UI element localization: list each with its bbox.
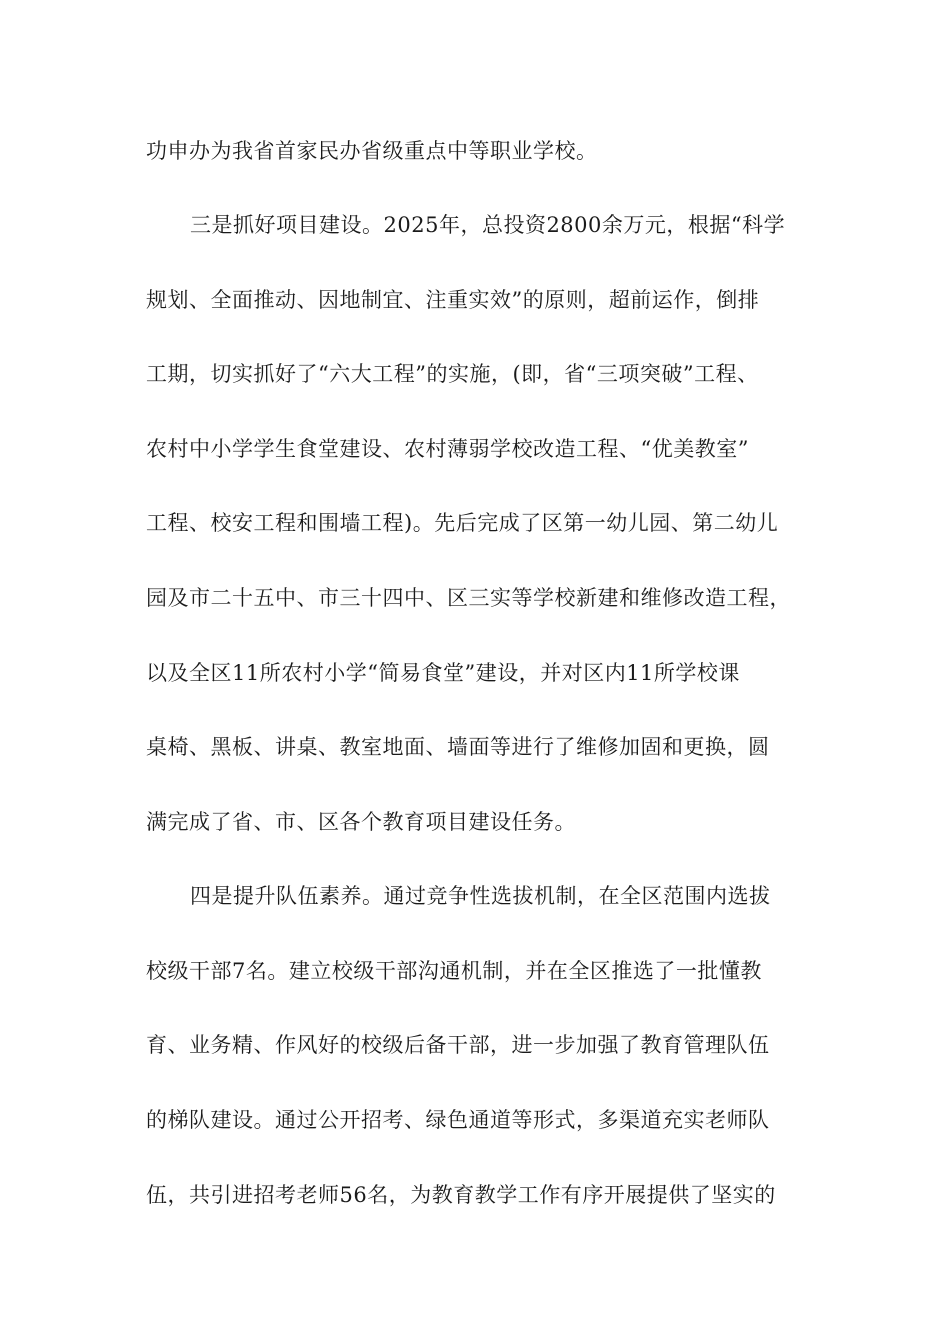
text-line: 的梯队建设。通过公开招考、绿色通道等形式，多渠道充实老师队 [146,1108,770,1132]
text-line: 规划、全面推动、因地制宜、注重实效”的原则，超前运作，倒排 [146,288,760,312]
text-line: 校级干部7名。建立校级干部沟通机制，并在全区推选了一批懂教 [146,959,762,983]
text-line: 桌椅、黑板、讲桌、教室地面、墙面等进行了维修加固和更换，圆 [146,735,770,759]
text-line: 伍，共引进招考老师56名，为教育教学工作有序开展提供了坚实的 [146,1183,776,1207]
paragraph-start-line: 四是提升队伍素养。通过竞争性选拔机制，在全区范围内选拔 [190,884,771,908]
text-line: 育、业务精、作风好的校级后备干部，进一步加强了教育管理队伍 [146,1033,770,1057]
text-line: 以及全区11所农村小学“简易食堂”建设，并对区内11所学校课 [146,661,740,685]
text-line: 满完成了省、市、区各个教育项目建设任务。 [146,810,576,834]
text-line: 工程、校安工程和围墙工程)。先后完成了区第一幼儿园、第二幼儿 [146,511,779,535]
text-line: 功申办为我省首家民办省级重点中等职业学校。 [146,139,598,163]
paragraph-start-line: 三是抓好项目建设。2025年，总投资2800余万元，根据“科学 [190,213,786,237]
text-line: 工期，切实抓好了“六大工程”的实施，(即，省“三项突破”工程、 [146,362,759,386]
text-line: 农村中小学学生食堂建设、农村薄弱学校改造工程、“优美教室” [146,437,749,461]
text-line: 园及市二十五中、市三十四中、区三实等学校新建和维修改造工程， [146,586,791,610]
